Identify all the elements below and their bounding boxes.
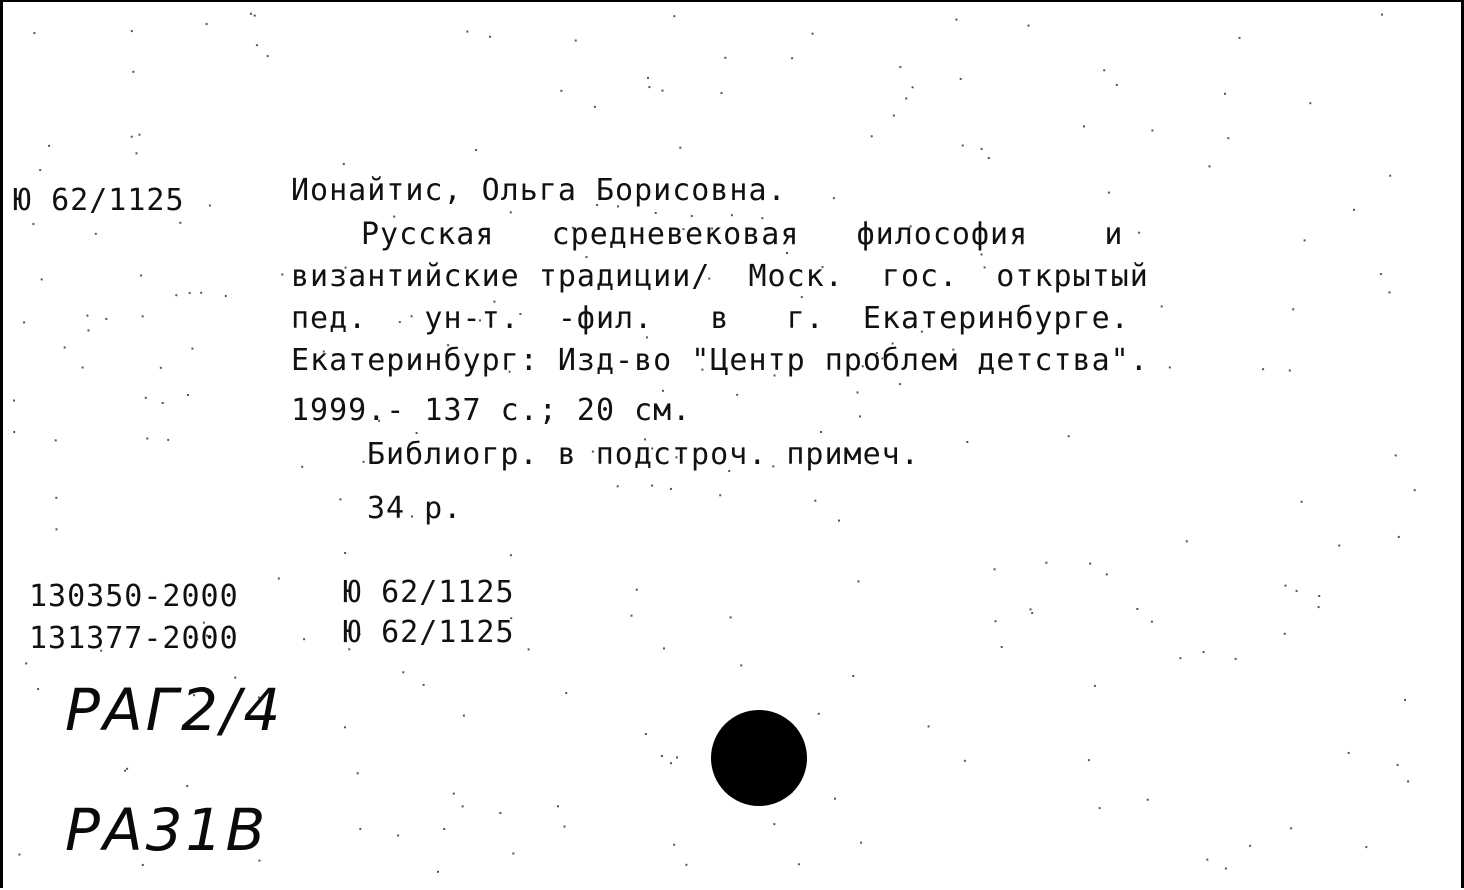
speck: [1099, 807, 1101, 809]
speck: [1338, 545, 1340, 547]
speck: [818, 713, 820, 715]
speck: [663, 647, 665, 649]
speck: [443, 828, 445, 830]
speck: [731, 214, 733, 216]
speck: [1395, 454, 1397, 456]
speck: [1138, 232, 1140, 234]
speck: [1289, 370, 1291, 372]
speck: [1249, 845, 1251, 847]
speck: [142, 315, 144, 317]
speck: [814, 500, 816, 502]
speck: [1136, 608, 1138, 610]
speck: [1106, 573, 1108, 575]
speck: [225, 295, 227, 297]
collation-line: 1999.- 137 с.; 20 см.: [291, 393, 692, 428]
speck: [1381, 14, 1383, 16]
speck: [575, 40, 577, 42]
speck: [871, 135, 873, 137]
speck: [860, 842, 862, 844]
title-line-3: пед. ун-т. -фил. в г. Екатеринбурге.: [291, 301, 1130, 336]
speck: [64, 347, 66, 349]
punch-hole: [711, 710, 807, 806]
speck: [1309, 102, 1311, 104]
speck: [189, 292, 191, 294]
speck: [557, 805, 559, 807]
speck: [857, 391, 859, 393]
speck: [499, 812, 501, 814]
speck: [655, 212, 657, 214]
speck: [1031, 612, 1033, 614]
speck: [786, 252, 788, 254]
speck: [1353, 209, 1355, 211]
speck: [1103, 69, 1105, 71]
speck: [25, 662, 27, 664]
speck: [126, 768, 128, 770]
speck: [1285, 585, 1287, 587]
speck: [1397, 764, 1399, 766]
speck: [453, 793, 455, 795]
speck: [724, 57, 726, 59]
speck: [41, 278, 43, 280]
speck: [1414, 489, 1416, 491]
speck: [142, 864, 144, 866]
speck: [131, 30, 133, 32]
speck: [1296, 590, 1298, 592]
speck: [145, 397, 147, 399]
speck: [528, 648, 530, 650]
speck: [162, 402, 164, 404]
speck: [1116, 84, 1118, 86]
speck: [160, 367, 162, 369]
speck: [88, 329, 90, 331]
inventory-shelf: Ю 62/1125: [343, 615, 515, 650]
speck: [1262, 368, 1264, 370]
speck: [175, 294, 177, 296]
speck: [670, 488, 672, 490]
speck: [988, 157, 990, 159]
speck: [489, 36, 491, 38]
speck: [463, 715, 465, 717]
speck: [167, 439, 169, 441]
speck: [359, 828, 361, 830]
speck: [1239, 37, 1241, 39]
speck: [560, 90, 562, 92]
speck: [773, 823, 775, 825]
bibliography-note: Библиогр. в подстроч. примеч.: [367, 437, 920, 472]
author-heading: Ионайтис, Ольга Борисовна.: [291, 173, 787, 208]
speck: [140, 275, 142, 277]
title-line-2: византийские традиции/ Моск. гос. открытый: [291, 259, 1149, 294]
speck: [1161, 305, 1163, 307]
title-line-1: Русская средневековая философия и: [361, 217, 1124, 252]
speck: [200, 292, 202, 294]
speck: [55, 439, 57, 441]
speck: [631, 615, 633, 617]
speck: [1094, 685, 1096, 687]
speck: [179, 222, 181, 224]
speck: [256, 44, 258, 46]
speck: [254, 15, 256, 17]
speck: [833, 197, 835, 199]
speck: [651, 485, 653, 487]
speck: [1068, 435, 1070, 437]
speck: [964, 760, 966, 762]
speck: [1284, 633, 1286, 635]
imprint-line: Екатеринбург: Изд-во "Центр проблем детства".: [291, 343, 1149, 378]
speck: [676, 757, 678, 759]
speck: [124, 770, 126, 772]
speck: [834, 798, 836, 800]
speck: [136, 152, 138, 154]
speck: [423, 684, 425, 686]
speck: [1083, 125, 1085, 127]
speck: [95, 233, 97, 235]
speck: [679, 147, 681, 149]
speck: [852, 675, 854, 677]
speck: [105, 318, 107, 320]
speck: [1001, 646, 1003, 648]
speck: [339, 498, 341, 500]
speck: [1389, 175, 1391, 177]
call-number: Ю 62/1125: [13, 183, 185, 218]
speck: [32, 223, 34, 225]
speck: [721, 92, 723, 94]
speck: [955, 19, 957, 21]
speck: [617, 485, 619, 487]
inventory-shelf: Ю 62/1125: [343, 575, 515, 610]
speck: [267, 55, 269, 57]
speck: [1290, 827, 1292, 829]
speck: [730, 616, 732, 618]
speck: [344, 552, 346, 554]
speck: [981, 254, 983, 256]
speck: [1292, 308, 1294, 310]
speck: [138, 134, 140, 136]
speck: [899, 66, 901, 68]
speck: [1169, 366, 1171, 368]
speck: [1304, 239, 1306, 241]
speck: [1225, 868, 1227, 870]
speck: [1186, 540, 1188, 542]
speck: [1407, 780, 1409, 782]
speck: [1318, 606, 1320, 608]
speck: [281, 274, 283, 276]
speck: [962, 145, 964, 147]
speck: [1209, 165, 1211, 167]
speck: [912, 86, 914, 88]
speck: [437, 871, 439, 873]
speck: [39, 169, 41, 171]
speck: [994, 568, 996, 570]
speck: [37, 688, 39, 690]
speck: [1206, 859, 1208, 861]
speck: [661, 755, 663, 757]
speck: [648, 86, 650, 88]
speck: [250, 13, 252, 15]
speck: [1147, 799, 1149, 801]
speck: [186, 785, 188, 787]
speck: [206, 23, 208, 25]
speck: [1151, 621, 1153, 623]
speck: [1318, 595, 1320, 597]
speck: [1404, 699, 1406, 701]
speck: [187, 394, 189, 396]
speck: [928, 725, 930, 727]
speck: [564, 826, 566, 828]
inventory-number: 131377-2000: [29, 621, 239, 656]
speck: [1179, 657, 1181, 659]
speck: [820, 431, 822, 433]
handwritten-mark: РАГ2/4: [65, 676, 284, 744]
speck: [1030, 608, 1032, 610]
speck: [33, 32, 35, 34]
speck: [510, 554, 512, 556]
speck: [475, 149, 477, 151]
speck: [363, 461, 365, 463]
speck: [1203, 651, 1205, 653]
handwritten-mark: РА31В: [65, 796, 269, 864]
speck: [303, 638, 305, 640]
speck: [594, 106, 596, 108]
speck: [416, 432, 418, 434]
speck: [82, 367, 84, 369]
speck: [1398, 536, 1400, 538]
speck: [1108, 192, 1110, 194]
speck: [466, 31, 468, 33]
speck: [56, 528, 58, 530]
speck: [586, 256, 588, 258]
price: 34 р.: [367, 491, 463, 526]
speck: [899, 383, 901, 385]
speck: [960, 78, 962, 80]
speck: [1028, 25, 1030, 27]
speck: [397, 835, 399, 837]
speck: [278, 578, 280, 580]
speck: [1151, 130, 1153, 132]
speck: [1224, 93, 1226, 95]
speck: [301, 466, 303, 468]
speck: [636, 589, 638, 591]
speck: [132, 71, 134, 73]
speck: [1301, 501, 1303, 503]
speck: [670, 762, 672, 764]
speck: [13, 431, 15, 433]
speck: [981, 148, 983, 150]
speck: [812, 33, 814, 35]
speck: [131, 136, 133, 138]
speck: [673, 15, 675, 17]
speck: [1089, 563, 1091, 565]
speck: [402, 671, 404, 673]
speck: [966, 441, 968, 443]
speck: [13, 400, 15, 402]
speck: [1348, 752, 1350, 754]
speck: [662, 390, 664, 392]
speck: [838, 520, 840, 522]
speck: [740, 664, 742, 666]
speck: [1365, 846, 1367, 848]
speck: [86, 315, 88, 317]
speck: [646, 336, 648, 338]
speck: [357, 772, 359, 774]
speck: [858, 580, 860, 582]
speck: [191, 348, 193, 350]
speck: [1045, 562, 1047, 564]
speck: [645, 733, 647, 735]
speck: [798, 863, 800, 865]
speck: [859, 415, 861, 417]
speck: [565, 692, 567, 694]
speck: [55, 497, 57, 499]
speck: [791, 57, 793, 59]
speck: [146, 438, 148, 440]
speck: [344, 726, 346, 728]
speck: [905, 98, 907, 100]
speck: [512, 853, 514, 855]
speck: [1088, 759, 1090, 761]
speck: [736, 394, 738, 396]
speck: [1235, 658, 1237, 660]
speck: [462, 805, 464, 807]
speck: [662, 90, 664, 92]
speck: [995, 620, 997, 622]
speck: [23, 321, 25, 323]
speck: [510, 211, 512, 213]
speck: [801, 296, 803, 298]
speck: [343, 163, 345, 165]
speck: [18, 854, 20, 856]
speck: [48, 145, 50, 147]
speck: [1227, 137, 1229, 139]
speck: [209, 205, 211, 207]
inventory-number: 130350-2000: [29, 579, 239, 614]
speck: [647, 77, 649, 79]
speck: [893, 115, 895, 117]
speck: [1380, 273, 1382, 275]
speck: [719, 494, 721, 496]
speck: [673, 844, 675, 846]
speck: [1389, 291, 1391, 293]
speck: [685, 864, 687, 866]
